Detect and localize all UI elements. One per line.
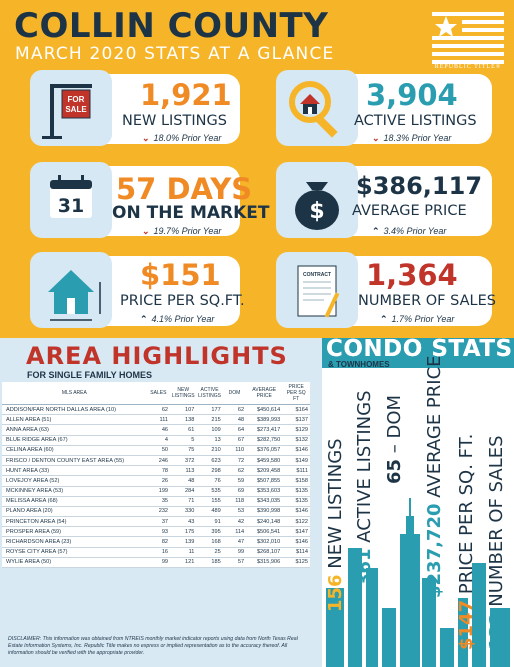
- table-cell: $122: [282, 517, 310, 527]
- table-cell: $506,541: [246, 527, 282, 537]
- col-header: DOM: [223, 382, 246, 405]
- table-cell: $376,057: [246, 445, 282, 455]
- arrow-down-icon: ⌄: [372, 133, 380, 143]
- table-cell: 67: [223, 435, 246, 445]
- table-cell: 62: [147, 405, 170, 415]
- table-cell: 168: [196, 537, 222, 547]
- table-cell: 16: [147, 547, 170, 557]
- page-subtitle: MARCH 2020 STATS AT A GLANCE: [15, 44, 335, 64]
- area-name-cell: MELISSA AREA (68): [2, 496, 147, 506]
- table-row: [2, 506, 310, 516]
- col-header: MLS AREA: [2, 382, 147, 405]
- table-cell: 26: [147, 476, 170, 486]
- new-listings-icon-box: [30, 70, 112, 146]
- area-name-cell: ALLEN AREA (51): [2, 415, 147, 425]
- table-cell: 71: [170, 496, 196, 506]
- table-cell: 37: [147, 517, 170, 527]
- condo-new-listings-value: 156: [325, 574, 346, 612]
- table-cell: 199: [147, 486, 170, 496]
- condo-average-price-label: AVERAGE PRICE: [424, 355, 445, 498]
- table-row: [2, 405, 310, 415]
- table-cell: 139: [170, 537, 196, 547]
- table-cell: 93: [147, 527, 170, 537]
- condo-dom: [384, 395, 405, 484]
- table-cell: 47: [223, 537, 246, 547]
- price-per-sqft-change: ⌃ 4.1% Prior Year: [140, 314, 215, 324]
- table-cell: 395: [196, 527, 222, 537]
- table-cell: $209,458: [246, 466, 282, 476]
- active-listings-icon-box: [276, 70, 358, 146]
- table-cell: 138: [170, 415, 196, 425]
- page-title: COLLIN COUNTY: [14, 6, 329, 46]
- col-header: ACTIVE LISTINGS: [196, 382, 222, 405]
- table-cell: $389,993: [246, 415, 282, 425]
- magnifier-house-icon: [276, 70, 358, 146]
- table-cell: $125: [282, 557, 310, 567]
- table-cell: 215: [196, 415, 222, 425]
- table-cell: 155: [196, 496, 222, 506]
- table-row: [2, 455, 310, 465]
- days-on-market-icon-box: [30, 162, 112, 238]
- table-row: [2, 537, 310, 547]
- days-on-market-label: ON THE MARKET: [112, 203, 270, 223]
- arrow-down-icon: ⌄: [142, 226, 150, 236]
- number-of-sales-icon-box: [276, 252, 358, 328]
- active-listings-value: 3,904: [366, 78, 458, 112]
- table-cell: 11: [170, 547, 196, 557]
- table-cell: 623: [196, 455, 222, 465]
- table-row: [2, 425, 310, 435]
- col-header: PRICE PER SQ FT: [282, 382, 310, 405]
- area-highlights-title: AREA HIGHLIGHTS: [26, 342, 288, 370]
- svg-text:$: $: [309, 199, 325, 224]
- condo-new-listings: [325, 438, 346, 612]
- table-cell: 25: [196, 547, 222, 557]
- area-name-cell: PROSPER AREA (59): [2, 527, 147, 537]
- table-cell: 50: [147, 445, 170, 455]
- table-row: [2, 547, 310, 557]
- table-row: [2, 496, 310, 506]
- table-cell: 48: [170, 476, 196, 486]
- table-cell: $146: [282, 537, 310, 547]
- table-cell: 110: [223, 445, 246, 455]
- table-cell: 72: [223, 455, 246, 465]
- disclaimer-text: DISCLAIMER: This information was obtained from NTREIS monthly market indicator reports using data from North Texas Real Estate Information Systems, Inc. Republic Title makes no express or implied representation as to the accuracy thereof. All information should be verified with the appropriate provider.: [8, 636, 298, 656]
- svg-text:31: 31: [57, 195, 85, 217]
- svg-text:SALE: SALE: [65, 105, 87, 114]
- area-name-cell: LOVEJOY AREA (52): [2, 476, 147, 486]
- table-cell: $459,580: [246, 455, 282, 465]
- price-per-sqft-label: PRICE PER SQ.FT.: [120, 293, 245, 309]
- table-cell: 61: [170, 425, 196, 435]
- condo-active-listings-label: ACTIVE LISTINGS: [354, 390, 375, 543]
- new-listings-value: 1,921: [140, 78, 232, 112]
- table-cell: $146: [282, 506, 310, 516]
- table-cell: $273,417: [246, 425, 282, 435]
- table-row: [2, 445, 310, 455]
- table-cell: 59: [223, 476, 246, 486]
- condo-number-of-sales-value: 132: [486, 612, 507, 650]
- svg-text:CONTRACT: CONTRACT: [302, 272, 332, 278]
- arrow-down-icon: ⌄: [142, 133, 150, 143]
- table-cell: $129: [282, 425, 310, 435]
- col-header: SALES: [147, 382, 170, 405]
- table-cell: 118: [223, 496, 246, 506]
- table-cell: 121: [170, 557, 196, 567]
- table-cell: 43: [170, 517, 196, 527]
- table-cell: 330: [170, 506, 196, 516]
- area-name-cell: CELINA AREA (60): [2, 445, 147, 455]
- table-cell: 175: [170, 527, 196, 537]
- house-measure-icon: [30, 252, 112, 328]
- svg-text:FOR: FOR: [67, 95, 85, 104]
- condo-stats-subtitle: & TOWNHOMES: [328, 360, 390, 369]
- money-bag-icon: [276, 162, 358, 238]
- condo-dom-value: 65: [384, 458, 405, 484]
- table-cell: $135: [282, 496, 310, 506]
- price-per-sqft-icon-box: [30, 252, 112, 328]
- average-price-icon-box: [276, 162, 358, 238]
- table-cell: 46: [147, 425, 170, 435]
- table-cell: $135: [282, 486, 310, 496]
- area-name-cell: ROYSE CITY AREA (57): [2, 547, 147, 557]
- table-cell: 13: [196, 435, 222, 445]
- table-row: [2, 557, 310, 567]
- area-name-cell: BLUE RIDGE AREA (67): [2, 435, 147, 445]
- arrow-up-icon: ⌃: [380, 314, 388, 324]
- average-price-value: $386,117: [356, 172, 483, 200]
- table-cell: 113: [170, 466, 196, 476]
- table-cell: 62: [223, 405, 246, 415]
- table-cell: 185: [196, 557, 222, 567]
- table-cell: $137: [282, 415, 310, 425]
- table-cell: 91: [196, 517, 222, 527]
- area-highlights-subtitle: FOR SINGLE FAMILY HOMES: [27, 370, 153, 380]
- table-cell: $164: [282, 405, 310, 415]
- table-cell: 76: [196, 476, 222, 486]
- area-name-cell: HUNT AREA (33): [2, 466, 147, 476]
- table-cell: 57: [223, 557, 246, 567]
- table-row: [2, 517, 310, 527]
- area-highlights-table: [2, 382, 310, 568]
- condo-average-price-value: $237,720: [424, 503, 445, 598]
- table-cell: 111: [147, 415, 170, 425]
- table-cell: $390,998: [246, 506, 282, 516]
- arrow-up-icon: ⌃: [140, 314, 148, 324]
- table-cell: 246: [147, 455, 170, 465]
- for-sale-sign-icon: [30, 70, 112, 146]
- table-cell: 62: [223, 466, 246, 476]
- condo-dom-separator: –: [384, 444, 405, 454]
- col-header: AVERAGE PRICE: [246, 382, 282, 405]
- col-header: NEW LISTINGS: [170, 382, 196, 405]
- condo-active-listings: [354, 391, 375, 587]
- table-row: [2, 486, 310, 496]
- number-of-sales-label: NUMBER OF SALES: [358, 293, 496, 309]
- table-cell: 489: [196, 506, 222, 516]
- table-row: [2, 527, 310, 537]
- days-on-market-value: 57 DAYS: [116, 172, 253, 206]
- area-name-cell: RICHARDSON AREA (23): [2, 537, 147, 547]
- table-cell: 284: [170, 486, 196, 496]
- table-cell: 42: [223, 517, 246, 527]
- table-cell: 48: [223, 415, 246, 425]
- table-cell: 372: [170, 455, 196, 465]
- table-cell: 35: [147, 496, 170, 506]
- condo-price-per-sqft: [456, 434, 477, 650]
- price-per-sqft-value: $151: [140, 258, 221, 292]
- contract-icon: [276, 252, 358, 328]
- table-cell: $132: [282, 435, 310, 445]
- average-price-label: AVERAGE PRICE: [352, 203, 467, 219]
- table-cell: 107: [170, 405, 196, 415]
- table-cell: $146: [282, 445, 310, 455]
- condo-number-of-sales-label: NUMBER OF SALES: [486, 435, 507, 607]
- area-name-cell: FRISCO / DENTON COUNTY EAST AREA (55): [2, 455, 147, 465]
- table-cell: 64: [223, 425, 246, 435]
- condo-price-per-sqft-value: $147: [456, 599, 477, 650]
- number-of-sales-value: 1,364: [366, 258, 458, 292]
- table-cell: 82: [147, 537, 170, 547]
- table-cell: $353,603: [246, 486, 282, 496]
- condo-price-per-sqft-label: PRICE PER SQ. FT.: [456, 433, 477, 595]
- area-name-cell: PRINCETON AREA (54): [2, 517, 147, 527]
- condo-average-price: [424, 355, 445, 598]
- area-name-cell: ANNA AREA (63): [2, 425, 147, 435]
- active-listings-label: ACTIVE LISTINGS: [354, 113, 477, 129]
- table-cell: 298: [196, 466, 222, 476]
- table-cell: 210: [196, 445, 222, 455]
- table-cell: 4: [147, 435, 170, 445]
- table-cell: $302,010: [246, 537, 282, 547]
- condo-stats-title: CONDO STATS: [326, 336, 513, 362]
- table-cell: $111: [282, 466, 310, 476]
- area-name-cell: MCKINNEY AREA (53): [2, 486, 147, 496]
- table-cell: $147: [282, 527, 310, 537]
- logo-text: REPUBLIC TITLE®: [434, 64, 502, 70]
- table-cell: $450,614: [246, 405, 282, 415]
- table-row: [2, 435, 310, 445]
- table-row: [2, 466, 310, 476]
- area-name-cell: ADDISON/FAR NORTH DALLAS AREA (10): [2, 405, 147, 415]
- active-listings-change: ⌄ 18.3% Prior Year: [372, 133, 452, 143]
- table-header-row: [2, 382, 310, 405]
- table-cell: $282,750: [246, 435, 282, 445]
- days-on-market-change: ⌄ 19.7% Prior Year: [142, 226, 222, 236]
- area-name-cell: WYLIE AREA (50): [2, 557, 147, 567]
- table-cell: 114: [223, 527, 246, 537]
- calendar-icon: [30, 162, 112, 238]
- table-cell: 78: [147, 466, 170, 476]
- condo-number-of-sales: [486, 435, 507, 650]
- table-cell: 53: [223, 506, 246, 516]
- table-cell: 99: [147, 557, 170, 567]
- table-cell: 69: [223, 486, 246, 496]
- table-row: [2, 476, 310, 486]
- table-cell: $158: [282, 476, 310, 486]
- new-listings-change: ⌄ 18.0% Prior Year: [142, 133, 222, 143]
- condo-active-listings-value: 361: [354, 548, 375, 586]
- table-cell: $343,035: [246, 496, 282, 506]
- table-cell: $240,148: [246, 517, 282, 527]
- arrow-up-icon: ⌃: [372, 226, 380, 236]
- table-cell: 99: [223, 547, 246, 557]
- table-cell: $114: [282, 547, 310, 557]
- table-cell: 232: [147, 506, 170, 516]
- table-cell: $149: [282, 455, 310, 465]
- table-cell: 75: [170, 445, 196, 455]
- table-cell: 109: [196, 425, 222, 435]
- table-cell: $507,855: [246, 476, 282, 486]
- table-cell: 535: [196, 486, 222, 496]
- table-row: [2, 415, 310, 425]
- table-cell: $315,906: [246, 557, 282, 567]
- republic-title-logo-icon: [432, 12, 504, 68]
- area-name-cell: PLANO AREA (20): [2, 506, 147, 516]
- table-cell: $268,107: [246, 547, 282, 557]
- condo-dom-label: DOM: [384, 394, 405, 439]
- number-of-sales-change: ⌃ 1.7% Prior Year: [380, 314, 455, 324]
- condo-new-listings-label: NEW LISTINGS: [325, 438, 346, 569]
- table-cell: 5: [170, 435, 196, 445]
- table-cell: 177: [196, 405, 222, 415]
- average-price-change: ⌃ 3.4% Prior Year: [372, 226, 447, 236]
- new-listings-label: NEW LISTINGS: [122, 113, 227, 129]
